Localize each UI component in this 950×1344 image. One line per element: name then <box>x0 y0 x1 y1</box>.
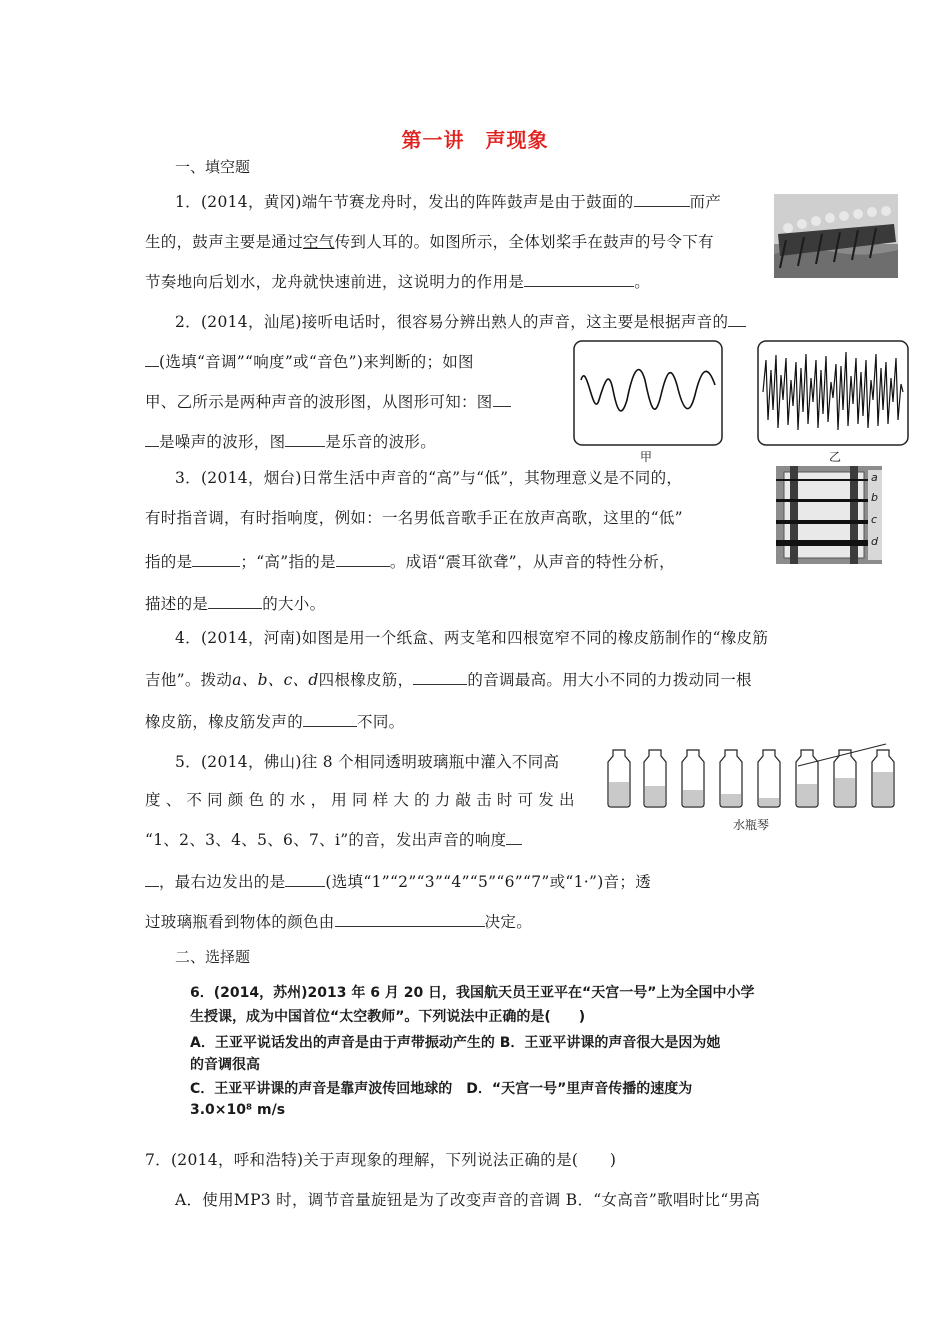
band-label-a: a <box>871 471 878 484</box>
q2-line-1 <box>175 310 746 332</box>
q2-text: (选填“音调”“响度”或“音色”)来判断的；如图 <box>159 353 474 371</box>
q1-text: 而产 <box>689 193 722 211</box>
q7-line-1: 7．(2014，呼和浩特)关于声现象的理解，下列说法正确的是( ) <box>145 1151 617 1169</box>
q3-blank-2[interactable] <box>336 551 390 568</box>
q7-option-ab: A．使用MP3 时，调节音量旋钮是为了改变声音的音调 B．“女高音”歌唱时比“男高 <box>175 1191 761 1209</box>
q4-line-3 <box>145 710 404 732</box>
q1-text: 生的，鼓声主要是通过 <box>145 233 304 251</box>
q4-band-letters: a、b、c、d <box>232 671 319 689</box>
q6-option-ab: A．王亚平说话发出的声音是由于声带振动产生的 B．王亚平讲课的声音很大是因为她 <box>190 1035 721 1051</box>
q5-blank-1-cont[interactable] <box>145 871 159 888</box>
q5-blank-3[interactable] <box>335 911 485 928</box>
q2-line-3 <box>145 390 511 412</box>
band-label-b: b <box>871 491 878 504</box>
band-label-c: c <box>871 513 878 526</box>
q1-blank-2[interactable] <box>524 271 634 288</box>
q4-text: 不同。 <box>357 713 405 731</box>
q6-option-d-cont: 3.0×10⁸ m/s <box>190 1102 286 1118</box>
q3-blank-1[interactable] <box>192 551 240 568</box>
q4-line-1: 4．(2014，河南)如图是用一个纸盒、两支笔和四根宽窄不同的橡皮筋制作的“橡皮筋 <box>175 629 769 647</box>
q6-option-b-cont: 的音调很高 <box>190 1057 260 1073</box>
q1-text: 。 <box>634 273 651 291</box>
q2-line-4 <box>145 430 436 452</box>
section-fill-heading: 一、填空题 <box>175 158 251 176</box>
q1-line-1 <box>175 190 721 212</box>
q4-blank-2[interactable] <box>303 711 357 728</box>
q3-blank-3[interactable] <box>208 593 262 610</box>
q2-text: 是乐音的波形。 <box>325 433 437 451</box>
page-title: 第一讲 声现象 <box>401 128 549 152</box>
q4-text: 橡皮筋，橡皮筋发声的 <box>145 713 304 731</box>
q3-line-2: 有时指音调，有时指响度，例如：一名男低音歌手正在放声高歌，这里的“低” <box>145 509 683 527</box>
section-choice-heading: 二、选择题 <box>175 948 251 966</box>
q5-text: (选填“1”“2”“3”“4”“5”“6”“7”或“1·”)音；透 <box>325 873 652 891</box>
q5-line-4 <box>145 870 651 892</box>
q5-blank-1[interactable] <box>506 829 522 846</box>
q6-line-2: 生授课，成为中国首位“太空教师”。下列说法中正确的是( ) <box>190 1009 586 1025</box>
q5-line-3 <box>145 828 522 850</box>
q2-blank-1-cont[interactable] <box>145 351 159 368</box>
water-bottles-figure <box>604 742 898 810</box>
caption-water-bottle-instrument: 水瓶琴 <box>733 818 770 832</box>
q5-text: 过玻璃瓶看到物体的颜色由 <box>145 913 335 931</box>
q4-text: 四根橡皮筋， <box>318 671 414 689</box>
q4-text: 吉他”。拨动 <box>145 671 233 689</box>
q3-text: ；“高”指的是 <box>240 553 336 571</box>
q5-line-5 <box>145 910 532 932</box>
q3-text: 描述的是 <box>145 595 209 613</box>
q2-line-2 <box>145 350 474 372</box>
waveform-jia-figure <box>573 340 723 446</box>
q1-underlined-word: 空气 <box>303 233 335 251</box>
rubber-band-guitar-figure <box>776 466 882 564</box>
q1-text: 1．(2014，黄冈)端午节赛龙舟时，发出的阵阵鼓声是由于鼓面的 <box>175 193 634 211</box>
q6-line-1: 6．(2014，苏州)2013 年 6 月 20 日，我国航天员王亚平在“天宫一号”上为全国中小学 <box>190 985 755 1001</box>
q1-text: 传到人耳的。如图所示，全体划桨手在鼓声的号令下有 <box>334 233 714 251</box>
q3-text: 。成语“震耳欲聋”，从声音的特性分析， <box>389 553 675 571</box>
dragon-boat-photo <box>774 194 898 278</box>
q1-text: 节奏地向后划水，龙舟就快速前进，这说明力的作用是 <box>145 273 525 291</box>
q5-blank-2[interactable] <box>285 871 325 888</box>
q3-text: 指的是 <box>145 553 193 571</box>
q4-line-2 <box>145 668 752 690</box>
q2-blank-1[interactable] <box>728 311 746 328</box>
q3-line-1: 3．(2014，烟台)日常生活中声音的“高”与“低”，其物理意义是不同的， <box>175 469 683 487</box>
q5-text: 决定。 <box>484 913 533 931</box>
q4-text: 的音调最高。用大小不同的力拨动同一根 <box>467 671 752 689</box>
q3-line-3 <box>145 550 675 572</box>
q2-blank-2[interactable] <box>493 391 511 408</box>
caption-jia: 甲 <box>640 450 653 464</box>
q1-line-2 <box>145 230 714 252</box>
q1-line-3 <box>145 270 650 292</box>
caption-yi: 乙 <box>829 450 842 464</box>
q5-line-1: 5．(2014，佛山)往 8 个相同透明玻璃瓶中灌入不同高 <box>175 753 560 771</box>
q2-text: 是噪声的波形，图 <box>159 433 286 451</box>
q6-option-cd: C．王亚平讲课的声音是靠声波传回地球的 D．“天宫一号”里声音传播的速度为 <box>190 1081 693 1097</box>
q2-blank-3[interactable] <box>285 431 325 448</box>
q5-text: “1、2、3、4、5、6、7、i”的音，发出声音的响度 <box>145 831 507 849</box>
q2-blank-2-cont[interactable] <box>145 431 159 448</box>
q1-blank-1[interactable] <box>634 191 690 208</box>
waveform-yi-figure <box>757 340 909 446</box>
q5-line-2: 度、不同颜色的水，用同样大的力敲击时可发出 <box>145 791 580 809</box>
band-label-d: d <box>871 535 878 548</box>
q3-line-4 <box>145 592 325 614</box>
q2-text: 甲、乙所示是两种声音的波形图，从图形可知：图 <box>145 393 493 411</box>
q5-text: ，最右边发出的是 <box>159 873 286 891</box>
q3-text: 的大小。 <box>262 595 326 613</box>
q2-text: 2．(2014，汕尾)接听电话时，很容易分辨出熟人的声音，这主要是根据声音的 <box>175 313 729 331</box>
q4-blank-1[interactable] <box>413 669 467 686</box>
